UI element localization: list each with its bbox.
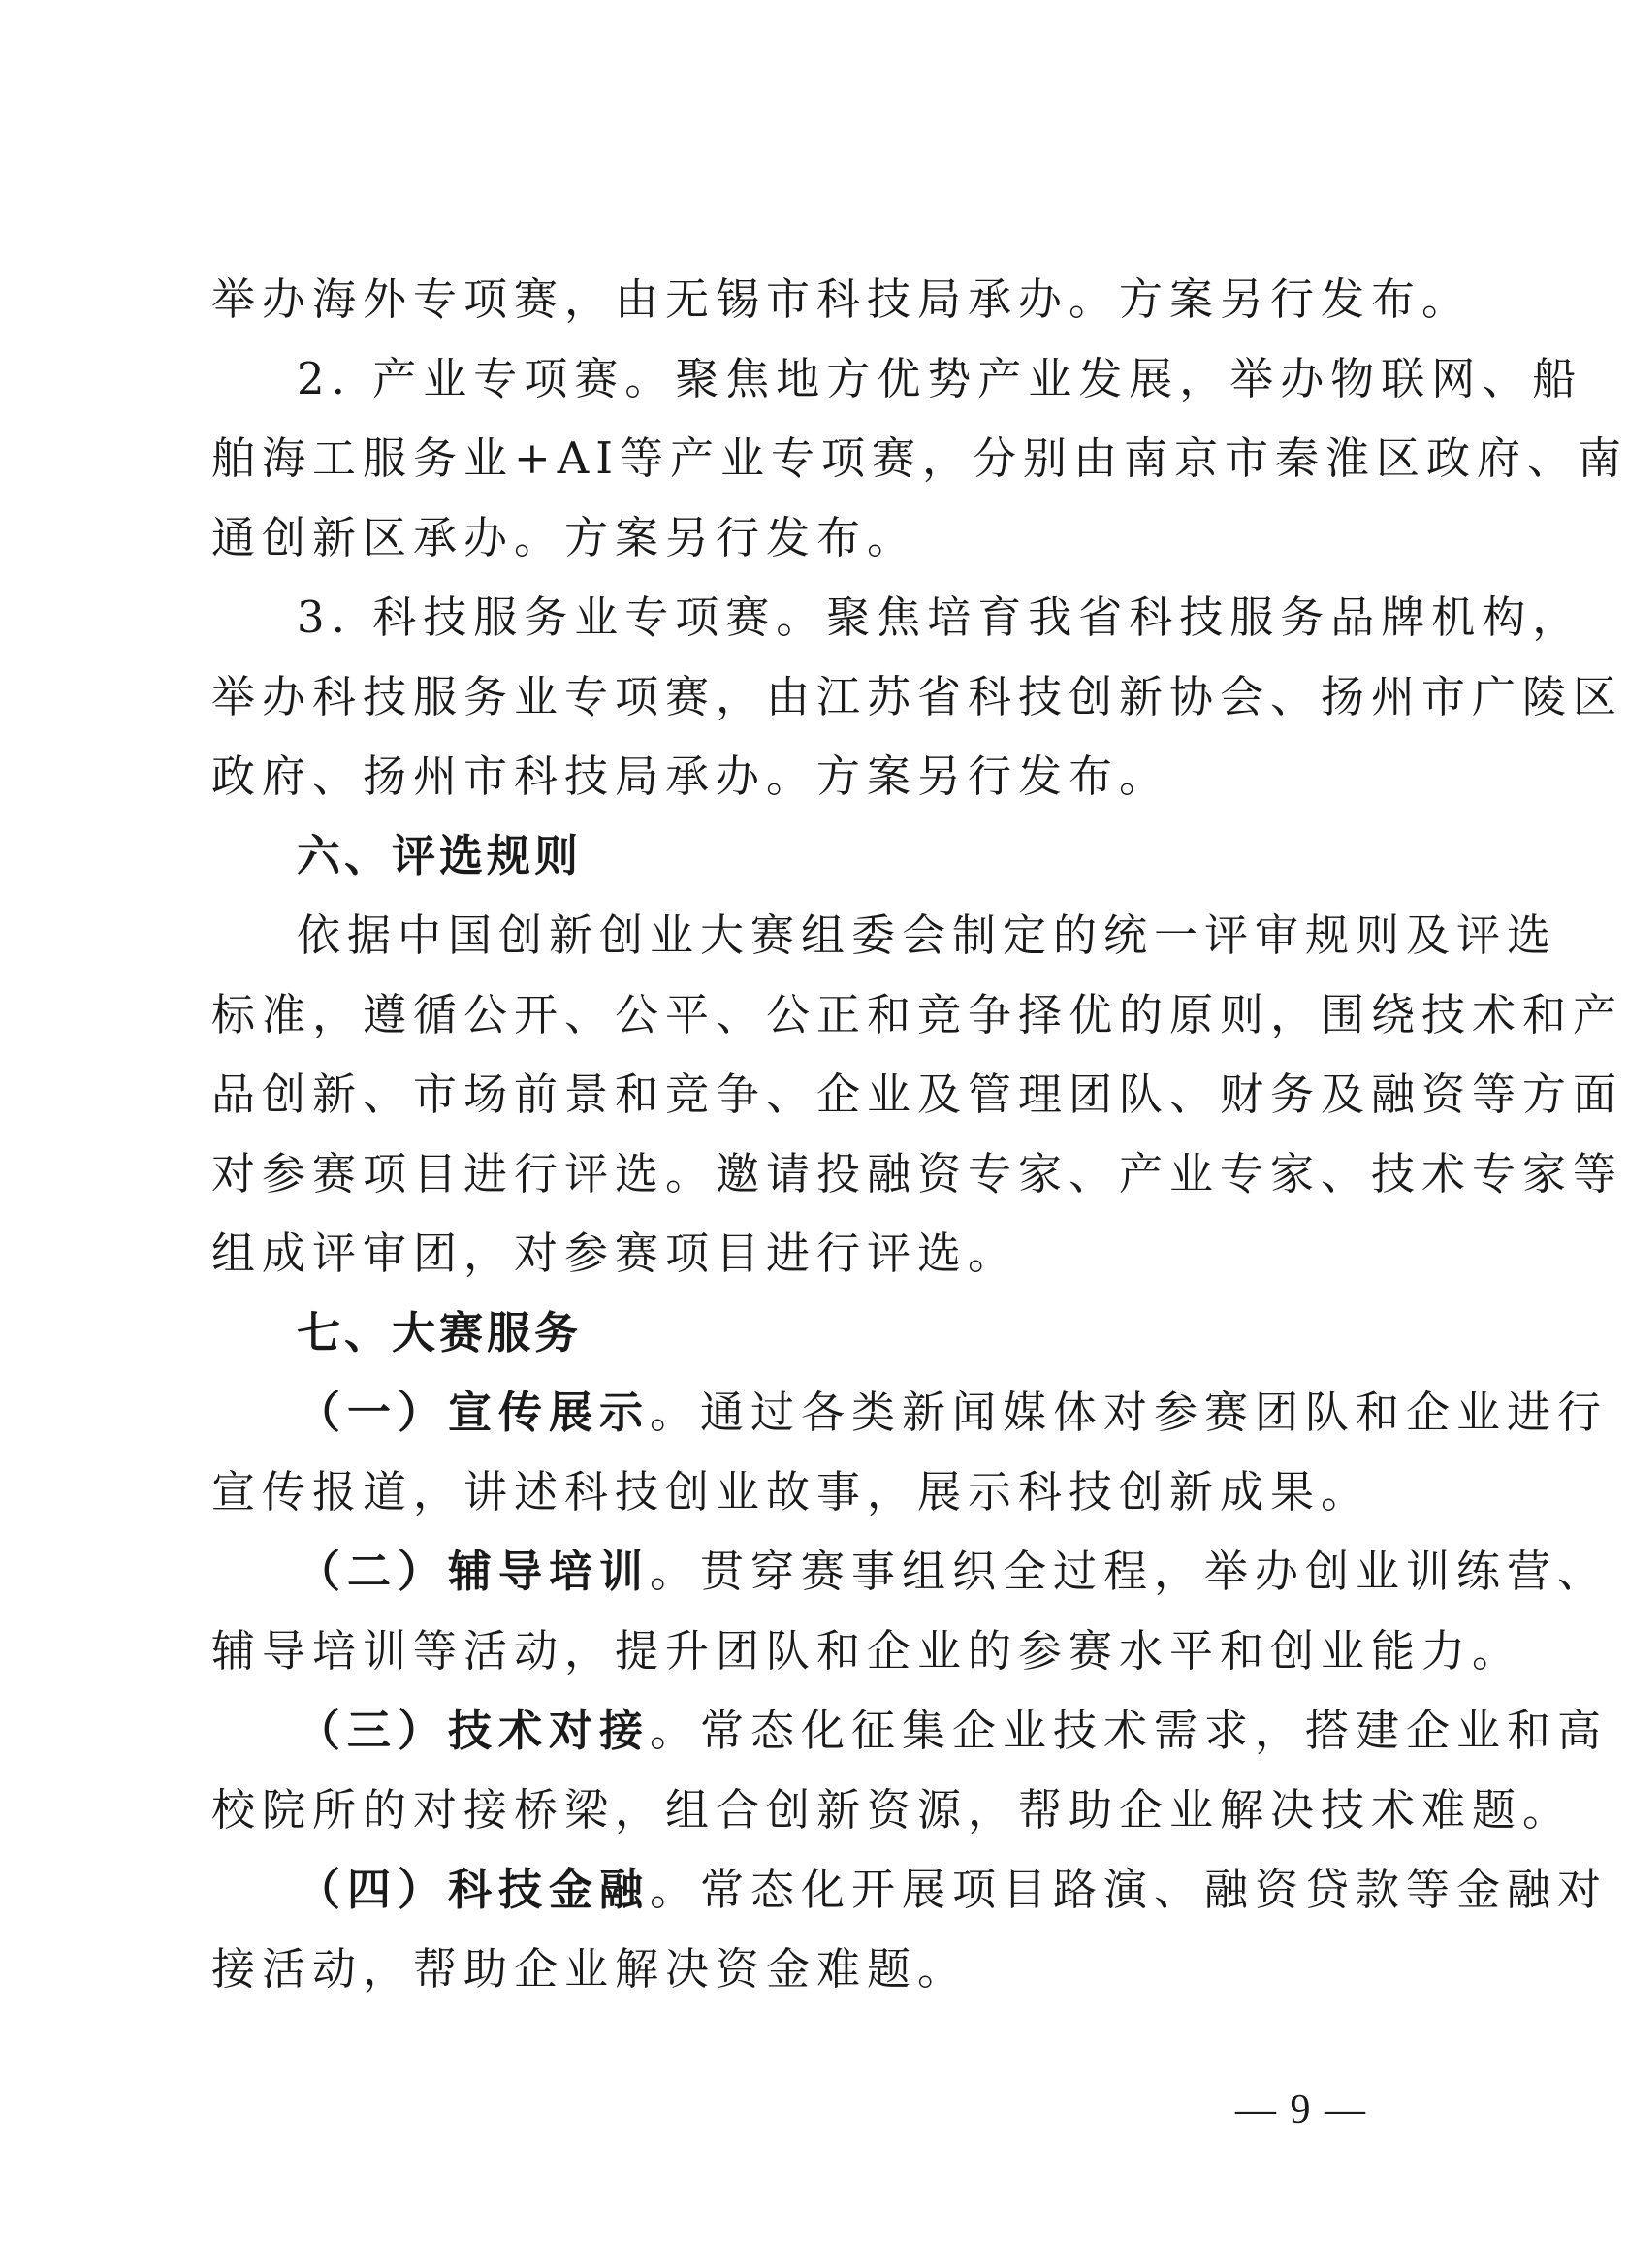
paragraph-line: 政府、扬州市科技局承办。方案另行发布。 [211,751,1170,802]
section-heading: 六、评选规则 [297,830,583,881]
page-number: — 9 — [1235,2088,1367,2132]
paragraph-line: 通创新区承办。方案另行发布。 [211,512,918,563]
service-item-first-line [211,1850,1609,1930]
paragraph-line: 2. 产业专项赛。聚焦地方优势产业发展，举办物联网、船 [297,353,1583,404]
paragraph-line: 3. 科技服务业专项赛。聚焦培育我省科技服务品牌机构， [297,591,1583,643]
document-body [211,260,1628,2009]
paragraph-line: 标准，遵循公开、公平、公正和竞争择优的原则，围绕技术和产 [211,989,1624,1040]
service-item-first-line [211,1373,1609,1453]
service-item-text: 。通过各类新闻媒体对参赛团队和企业进行 [650,1387,1609,1438]
section-heading: 七、大赛服务 [297,1307,583,1358]
paragraph-line: 举办科技服务业专项赛，由江苏省科技创新协会、扬州市广陵区 [211,671,1624,722]
paragraph-line: 组成评审团，对参赛项目进行评选。 [211,1228,1019,1279]
paragraph-line: 舶海工服务业+AI等产业专项赛，分别由南京市秦淮区政府、南 [211,432,1628,484]
paragraph-line: 依据中国创新创业大赛组委会制定的统一评审规则及评选 [297,910,1558,961]
paragraph-line: 接活动，帮助企业解决资金难题。 [211,1943,969,1995]
paragraph-line: 宣传报道，讲述科技创业故事，展示科技创新成果。 [211,1466,1372,1517]
paragraph-line: 对参赛项目进行评选。邀请投融资专家、产业专家、技术专家等 [211,1148,1624,1199]
paragraph-line: 辅导培训等活动，提升团队和企业的参赛水平和创业能力。 [211,1625,1523,1677]
service-item-title: （三）技术对接 [297,1705,651,1756]
service-item-title: （二）辅导培训 [297,1546,651,1597]
service-item-title: （四）科技金融 [297,1864,651,1915]
paragraph-line: 品创新、市场前景和竞争、企业及管理团队、财务及融资等方面 [211,1069,1624,1120]
service-item-text: 。常态化征集企业技术需求，搭建企业和高 [650,1705,1609,1756]
service-item-title: （一）宣传展示 [297,1387,651,1438]
service-item-text: 。常态化开展项目路演、融资贷款等金融对 [650,1864,1609,1915]
service-item-text: 。贯穿赛事组织全过程，举办创业训练营、 [650,1546,1609,1597]
paragraph-line: 校院所的对接桥梁，组合创新资源，帮助企业解决技术难题。 [211,1784,1574,1836]
service-item-first-line [211,1691,1609,1771]
paragraph-line: 举办海外专项赛，由无锡市科技局承办。方案另行发布。 [211,273,1473,325]
service-item-first-line [211,1532,1609,1612]
